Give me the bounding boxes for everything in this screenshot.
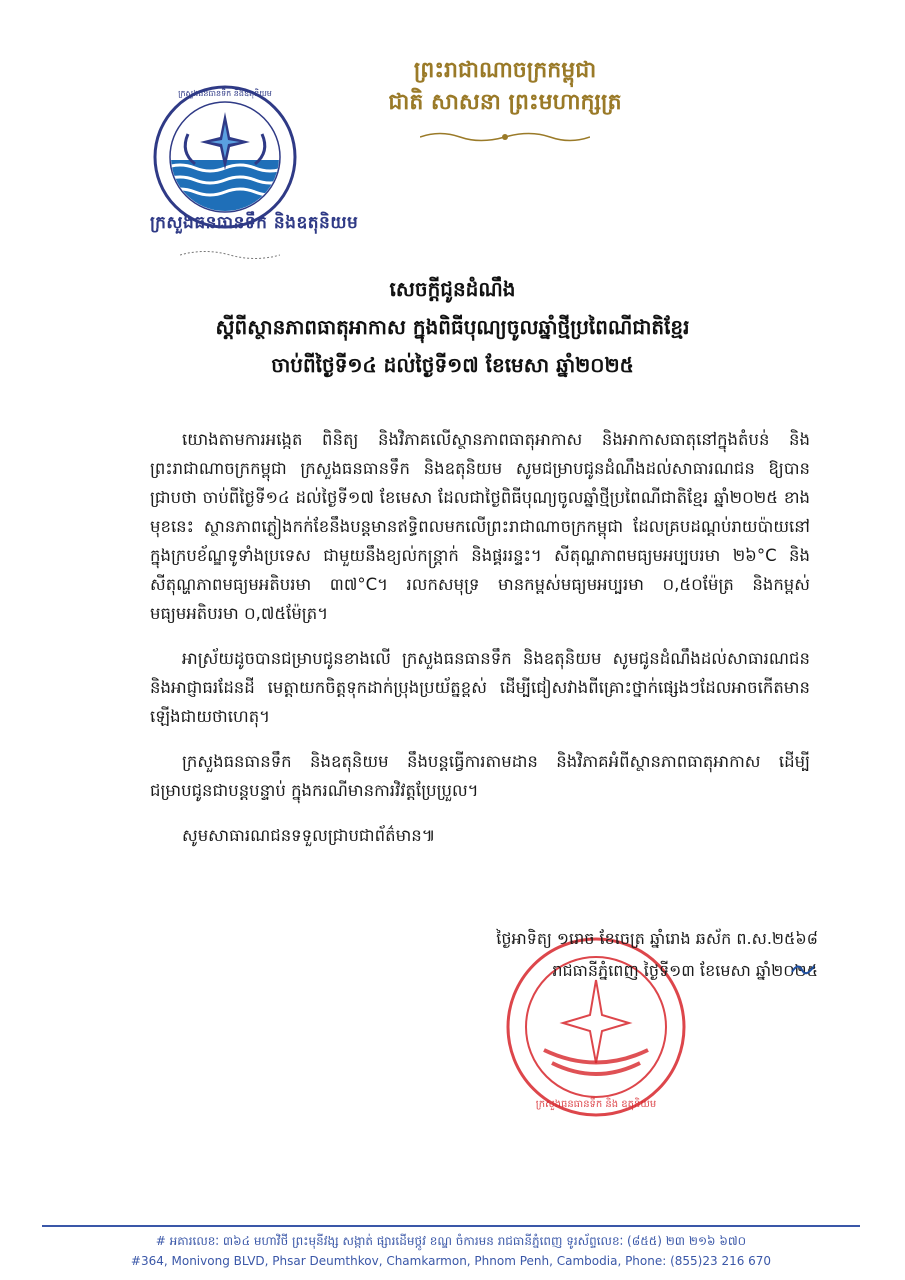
title-line-3: ចាប់ពីថ្ងៃទី១៤ ដល់ថ្ងៃទី១៧ ខែមេសា ឆ្នាំ២០២៥ (271, 353, 634, 377)
lunar-date: ថ្ងៃអាទិត្យ ១រោច ខែចេត្រ ឆ្នាំរោង ឆស័ក ព.ស.២៥៦៨ (496, 929, 818, 948)
paragraph-3: ក្រសួងធនធានទឹក និងឧតុនិយម នឹងបន្តធ្វើការតាមដាន និងវិភាគអំពីស្ថានភាពធាតុអាកាស ដើម្បីជម្រាបជូនជាបន្តបន្ទាប់ ក្នុងករណីមានការវិវត្តប្រែប្រួល។ (150, 752, 810, 800)
title-line-1: សេចក្តីជូនដំណឹង (389, 277, 516, 301)
svg-text:ក្រសួងធនធានទឹក និង ឧតុនិយម: ក្រសួងធនធានទឹក និង ឧតុនិយម (535, 1099, 657, 1110)
document-body (150, 425, 810, 866)
ministry-logo (150, 82, 300, 232)
footer-address (42, 1231, 860, 1271)
paragraph-closing: សូមសាធារណជនទទួលជ្រាបជាព័ត៌មាន៕ (182, 826, 436, 845)
footer-address-en: #364, Monivong BLVD, Phsar Deumthkov, Chamkarmon, Phnom Penh, Cambodia, Phone: (855)23 216 670 (130, 1254, 772, 1268)
ministry-name: ក្រសួងធនធានទឹក និងឧតុនិយម (150, 213, 359, 233)
divider-ornament-right (420, 128, 590, 146)
signature-mark-icon (790, 958, 816, 980)
footer-address-km: # អគារលេខៈ ៣៦៤ មហាវិថី ព្រះមុនីវង្ស សង្កាត់ ផ្សារដើមថ្កូវ ខណ្ឌ ចំការមន រាជធានីភ្នំពេញ ទូរស័ព្ទលេខៈ (៨៥៥) ២៣ ២១៦ ៦៧០ (155, 1234, 747, 1248)
footer-divider (42, 1225, 860, 1227)
kingdom-name: ព្រះរាជាណាចក្រកម្ពុជា (413, 58, 597, 83)
national-motto: ជាតិ សាសនា ព្រះមហាក្សត្រ (388, 90, 622, 115)
signature-block (418, 923, 818, 987)
svg-text:ក្រសួងធនធានទឹក និងឧតុនិយម: ក្រសួងធនធានទឹក និងឧតុនិយម (178, 89, 272, 98)
kingdom-motto (355, 55, 655, 119)
title-line-2: ស្តីពីស្ថានភាពធាតុអាកាស ក្នុងពិធីបុណ្យចូលឆ្នាំថ្មីប្រពៃណីជាតិខ្មែរ (215, 315, 690, 339)
date-line: រាជធានីភ្នំពេញ ថ្ងៃទី១៣ ខែមេសា ឆ្នាំ២០២៥ (552, 961, 818, 980)
divider-ornament-left (180, 248, 280, 262)
document-title (80, 270, 825, 384)
paragraph-1: យោងតាមការអង្កេត ពិនិត្យ និងវិភាគលើស្ថានភាពធាតុអាកាស និងអាកាសធាតុនៅក្នុងតំបន់ និងព្រះរាជាណាចក្រកម្ពុជា ក្រសួងធនធានទឹក និងឧតុនិយម សូមជម្រាបជូនដំណឹងដល់សាធារណជន ឱ្យបានជ្រាបថា ចាប់ពីថ្ងៃទី១៤ ដល់ថ្ងៃទី១៧ ខែមេសា ដែលជាថ្ងៃពិធីបុណ្យចូលឆ្នាំថ្មីប្រពៃណីជាតិខ្មែរ ឆ្នាំ២០២៥ ខាងមុខនេះ ស្ថានភាពភ្លៀងកក់ខែនឹងបន្តមានឥទ្ធិពលមកលើព្រះរាជាណាចក្រកម្ពុជា ដែលគ្របដណ្តប់រាយប៉ាយនៅក្នុងក្របខ័ណ្ឌទូទាំងប្រទេស ជាមួយនឹងខ្យល់កន្ត្រាក់ និងផ្គររន្ទះ។ សីតុណ្ហភាពមធ្យមអប្បបរមា ២៦°C និងសីតុណ្ហភាពមធ្យមអតិបរមា ៣៧°C។ រលកសមុទ្រ មានកម្ពស់មធ្យមអប្បរមា ០,៥០ម៉ែត្រ និងកម្ពស់មធ្យមអតិបរមា ០,៧៥ម៉ែត្រ។ (150, 430, 810, 623)
paragraph-2: អាស្រ័យដូចបានជម្រាបជូនខាងលើ ក្រសួងធនធានទឹក និងឧតុនិយម សូមជូនដំណឹងដល់សាធារណជន និងអាជ្ញាធរដែនដី មេត្តាយកចិត្តទុកដាក់ប្រុងប្រយ័ត្នខ្ពស់ ដើម្បីជៀសវាងពីគ្រោះថ្នាក់ផ្សេងៗដែលអាចកើតមានឡើងជាយថាហេតុ។ (150, 649, 810, 726)
